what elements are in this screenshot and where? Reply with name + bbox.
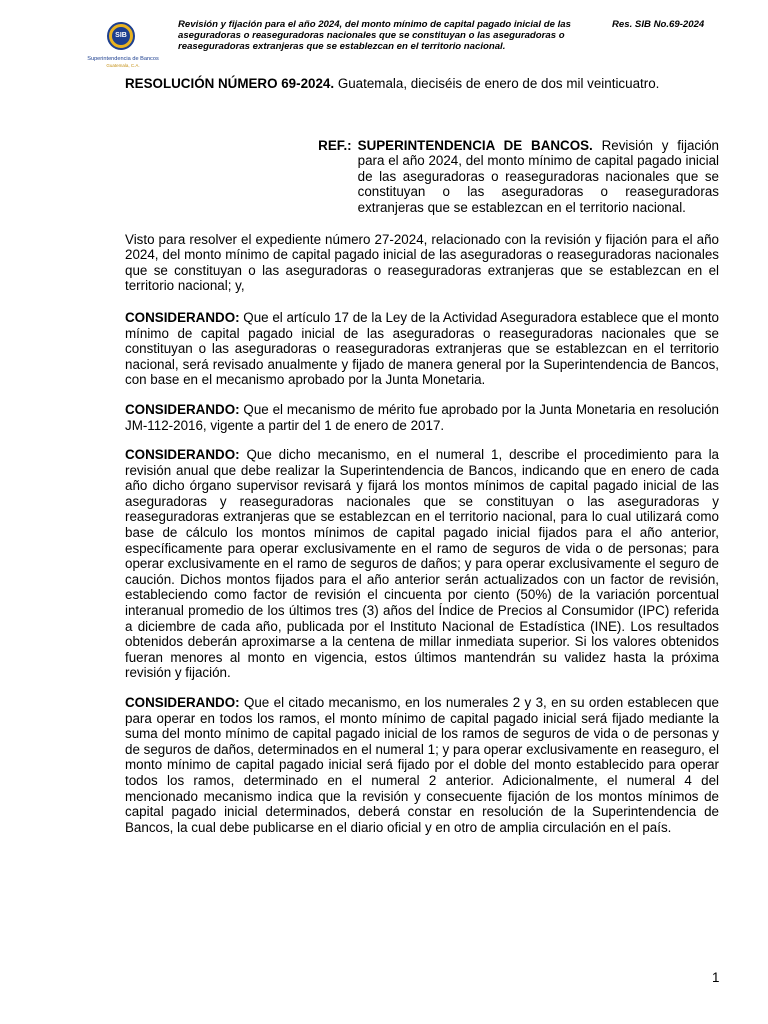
page-number: 1	[712, 970, 720, 985]
considerando-text: Que el artículo 17 de la Ley de la Actividad Aseguradora establece que el monto mínimo de capital pagado inicial de las aseguradoras o reaseguradoras nacionales que se constituyan o las aseguradoras o reaseguradoras extranjeras que se establezcan en el territorio nacional, será revisado anualmente y fijado de manera general por la Superintendencia de Bancos, con base en el mecanismo aprobado por la Junta Monetaria.	[125, 309, 719, 388]
header-ref: Res. SIB No.69-2024	[612, 19, 705, 30]
considerando-label: CONSIDERANDO:	[125, 695, 240, 710]
considerando-label: CONSIDERANDO:	[125, 447, 240, 463]
sib-seal-icon	[107, 22, 135, 50]
considerando-4	[125, 695, 719, 835]
considerando-2	[125, 402, 719, 433]
considerando-text: Que dicho mecanismo, en el numeral 1, describe el procedimiento para la revisión anual que debe realizar la Superintendencia de Bancos, indicando que en enero de cada año dicho órgano supervisor revisará y fijará los montos mínimos de capital pagado inicial de las aseguradoras y reaseguradoras nacionales que se constituyan o las aseguradoras y reaseguradoras extranjeras que se establezcan en el territorio nacional, para lo cual utilizará como base de cálculo los montos mínimos de capital pagado inicial fijados para el año anterior, específicamente para operar exclusivamente en el ramo de seguros de vida o de personas; para operar exclusivamente en el ramo de seguros de daños; y para operar exclusivamente el seguro de caución. Dichos montos fijados para el año anterior serán actualizados con un factor de revisión, estableciendo como factor de revisión el cincuenta por ciento (50%) de la variación porcentual interanual promedio de los últimos tres (3) años del Índice de Precios al Consumidor (IPC) referida a diciembre de cada año, publicada por el Instituto Nacional de Estadística (INE). Los resultados obtenidos deberán aproximarse a la centena de millar inmediata superior. Si los valores obtenidos fueran menores al monto en vigencia, estos últimos mantendrán su validez hasta la próxima revisión y fijación.	[125, 447, 719, 681]
logo-name: Superintendencia de Bancos	[87, 56, 159, 62]
considerando-label: CONSIDERANDO:	[125, 309, 240, 325]
resolution-heading: RESOLUCIÓN NÚMERO 69-2024.	[125, 76, 335, 91]
logo-subtitle: Guatemala, C.A.	[106, 63, 140, 68]
considerando-3	[125, 447, 719, 681]
resolution-line	[125, 76, 719, 92]
page-header	[0, 0, 768, 68]
ref-entity: SUPERINTENDENCIA DE BANCOS.	[357, 137, 593, 153]
ref-description: Revisión y fijación para el año 2024, del monto mínimo de capital pagado inicial de las aseguradoras o reaseguradoras nacionales que se constituyan o las aseguradoras o reaseguradoras extranjeras que se establezcan en el territorio nacional.	[357, 137, 719, 215]
considerando-1	[125, 310, 719, 388]
ref-label: REF.:	[318, 137, 352, 153]
considerando-label: CONSIDERANDO:	[125, 401, 240, 417]
sib-logo	[87, 22, 159, 68]
visto-paragraph: Visto para resolver el expediente número 27-2024, relacionado con la revisión y fijación para el año 2024, del monto mínimo de capital pagado inicial de las aseguradoras o reaseguradoras nacionales que se constituyan o las aseguradoras o reaseguradoras extranjeras que se establezcan en el territorio nacional; y,	[125, 231, 719, 294]
header-title: Revisión y fijación para el año 2024, del monto mínimo de capital pagado inicial de las aseguradoras o reaseguradoras nacionales que se constituyan o las aseguradoras o reaseguradoras extranjeras que se establezcan en el territorio nacional.	[178, 19, 571, 52]
document-body	[125, 76, 719, 835]
resolution-date: Guatemala, dieciséis de enero de dos mil veinticuatro.	[334, 76, 660, 91]
considerando-text: Que el mecanismo de mérito fue aprobado por la Junta Monetaria en resolución JM-112-2016, vigente a partir del 1 de enero de 2017.	[125, 401, 719, 433]
sib-seal-text: SIB	[112, 27, 130, 45]
ref-block	[125, 138, 719, 216]
ref-text	[358, 138, 719, 216]
considerando-text: Que el citado mecanismo, en los numerales 2 y 3, en su orden establecen que para operar en todos los ramos, el monto mínimo de capital pagado inicial será fijado mediante la suma del monto mínimo de capital pagado inicial de los ramos de seguros de vida o de personas y de seguros de daños, determinados en el numeral 1; y para operar exclusivamente en reaseguro, el monto mínimo de capital pagado inicial será fijado por el doble del monto establecido para operar todos los ramos, determinado en el numeral 2 anterior. Adicionalmente, el numeral 4 del mencionado mecanismo indica que la revisión y consecuente fijación de los montos mínimos de capital pagado inicial determinados, deberá constar en resolución de la Superintendencia de Bancos, la cual debe publicarse en el diario oficial y en otro de amplia circulación en el país.	[125, 695, 719, 835]
